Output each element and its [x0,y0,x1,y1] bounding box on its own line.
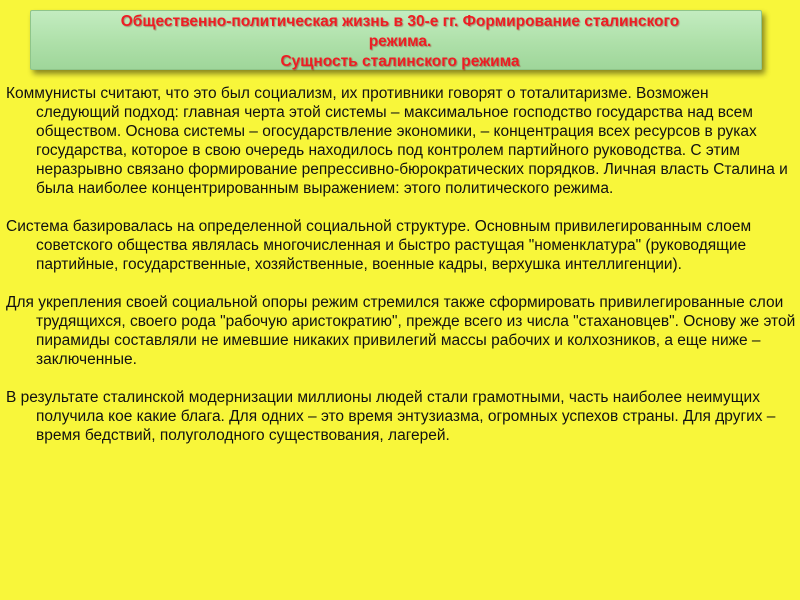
paragraph-communism: Коммунисты считают, что это был социализм, их противники говорят о тоталитаризме. Возможен следующий подход: главная черта этой системы – максимальное господство государства над всем обществом. Основа системы – огосударствление экономики, – концентрация всех ресурсов в руках государства, которое в свою очередь находилось под контролем партийного руководства. С этим неразрывно связано формирование репрессивно-бюрократических порядков. Личная власть Сталина и была наиболее концентрированным выражением: этого политического режима. [6,85,788,197]
paragraph-social-structure: Система базировалась на определенной социальной структуре. Основным привилегированным слоем советского общества являлась многочисленная и быстро растущая "номенклатура" (руководящие партийные, государственные, хозяйственные, военные кадры, верхушка интеллигенции). [6,218,752,273]
paragraph-worker-aristocracy: Для укрепления своей социальной опоры режим стремился также сформировать привилегированные слои трудящихся, своего рода "рабочую аристократию", прежде всего из числа "стахановцев". Основу же этой пирамиды составляли не имевшие никаких привилегий массы рабочих и колхозников, а еще ниже – заключенные. [6,294,796,368]
paragraph-modernization: В результате сталинской модернизации миллионы людей стали грамотными, часть наиболее неимущих получила кое какие блага. Для одних – это время энтузиазма, огромных успехов страны. Для других – время бедствий, полуголодного существования, лагерей. [6,389,776,444]
title-line-1: Общественно-политическая жизнь в 30-е гг. Формирование сталинского [120,13,680,30]
slide-body [6,84,796,464]
title-line-3: Сущность сталинского режима [280,53,520,70]
title-line-2: режима. [368,33,432,50]
slide-title [0,12,800,72]
